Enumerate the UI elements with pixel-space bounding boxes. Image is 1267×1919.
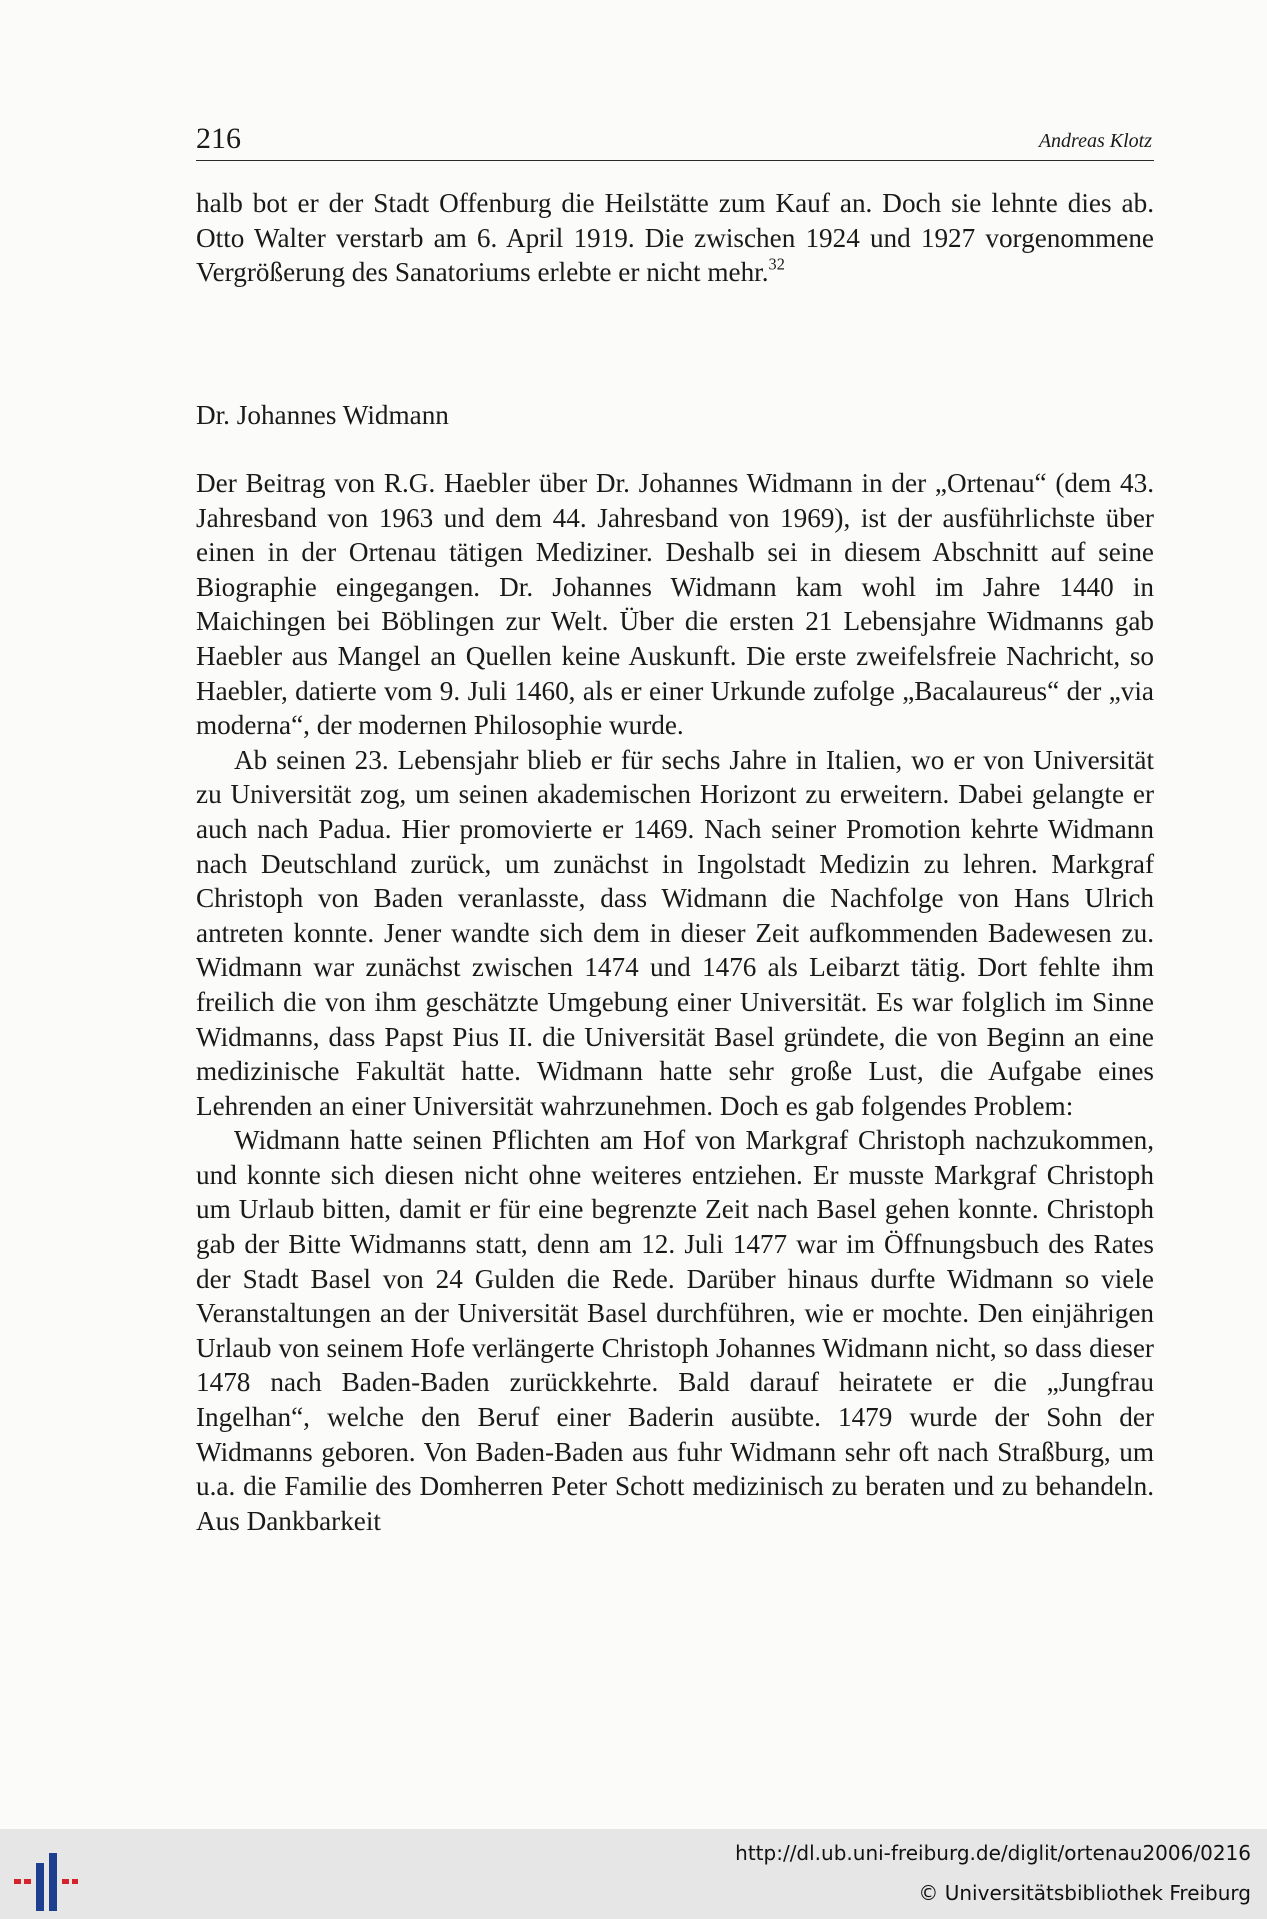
continuation-text: halb bot er der Stadt Offenburg die Heilstätte zum Kauf an. Doch sie lehnte dies ab. Otto Walter verstarb am 6. April 1919. Die zwischen 1924 und 1927 vorgenommene Vergrößerung des Sanatoriums erlebte er nicht mehr. bbox=[196, 188, 1154, 288]
paragraph-3: Widmann hatte seinen Pflichten am Hof von Markgraf Christoph nachzukommen, und konnte sich diesen nicht ohne weiteres entziehen. Er musste Markgraf Christoph um Urlaub bitten, damit er für eine begrenzte Zeit nach Basel gehen konnte. Christoph gab der Bitte Widmanns statt, denn am 12. Juli 1477 war im Öffnungsbuch des Rates der Stadt Basel von 24 Gulden die Rede. Darüber hinaus durfte Widmann so viele Veranstaltungen an der Universität Basel durchführen, wie er mochte. Den einjährigen Urlaub von seinem Hofe verlängerte Christoph Johannes Widmann nicht, so dass dieser 1478 nach Baden-Baden zurückkehrte. Bald darauf heiratete er die „Jungfrau Ingelhan“, welche den Beruf einer Baderin ausübte. 1479 wurde der Sohn der Widmanns geboren. Von Baden-Baden aus fuhr Widmann sehr oft nach Straßburg, um u.a. die Familie des Domherren Peter Schott medizinisch zu beraten und zu behandeln. Aus Dankbarkeit bbox=[196, 1125, 1154, 1536]
running-head-author: Andreas Klotz bbox=[1038, 130, 1152, 152]
footnote-reference: 32 bbox=[768, 254, 785, 274]
permalink-url[interactable]: http://dl.ub.uni-freiburg.de/diglit/ortenau2006/0216 bbox=[735, 1841, 1251, 1865]
section-body bbox=[196, 466, 1154, 1538]
digital-library-footer bbox=[0, 1829, 1267, 1919]
paragraph-2: Ab seinen 23. Lebensjahr blieb er für sechs Jahre in Italien, wo er von Universität zu Universität zog, um seinen akademischen Horizont zu erweitern. Dabei gelangte er auch nach Padua. Hier promovierte er 1469. Nach seiner Promotion kehrte Widmann nach Deutschland zurück, um zunächst in Ingolstadt Medizin zu lehren. Markgraf Christoph von Baden veranlasste, dass Widmann die Nachfolge von Hans Ulrich antreten konnte. Jener wandte sich dem in dieser Zeit aufkommenden Badewesen zu. Widmann war zunächst zwischen 1474 und 1476 als Leibarzt tätig. Dort fehlte ihm freilich die von ihm geschätzte Umgebung einer Universität. Es war folglich im Sinne Widmanns, dass Papst Pius II. die Universität Basel gründete, die von Beginn an eine medizinische Fakultät hatte. Widmann hatte sehr große Lust, die Aufgabe eines Lehrenden an einer Universität wahrzunehmen. Doch es gab folgendes Problem: bbox=[196, 744, 1154, 1121]
page-header bbox=[196, 120, 1154, 161]
page-number: 216 bbox=[196, 122, 241, 155]
continuation-paragraph bbox=[196, 186, 1154, 290]
section-heading: Dr. Johannes Widmann bbox=[196, 400, 449, 430]
copyright-notice: © Universitätsbibliothek Freiburg bbox=[918, 1881, 1251, 1905]
ub-freiburg-logo-icon bbox=[14, 1853, 78, 1911]
paragraph-1: Der Beitrag von R.G. Haebler über Dr. Johannes Widmann in der „Ortenau“ (dem 43. Jahresband von 1963 und dem 44. Jahresband von 1969), ist der ausführlichste über einen in der Ortenau tätigen Mediziner. Deshalb sei in diesem Abschnitt auf seine Biographie eingegangen. Dr. Johannes Widmann kam wohl im Jahre 1440 in Maichingen bei Böblingen zur Welt. Über die ersten 21 Lebensjahre Widmanns gab Haebler aus Mangel an Quellen keine Auskunft. Die erste zweifelsfreie Nachricht, so Haebler, datierte vom 9. Juli 1460, als er einer Urkunde zufolge „Bacalaureus“ der „via moderna“, der modernen Philosophie wurde. bbox=[196, 468, 1154, 741]
